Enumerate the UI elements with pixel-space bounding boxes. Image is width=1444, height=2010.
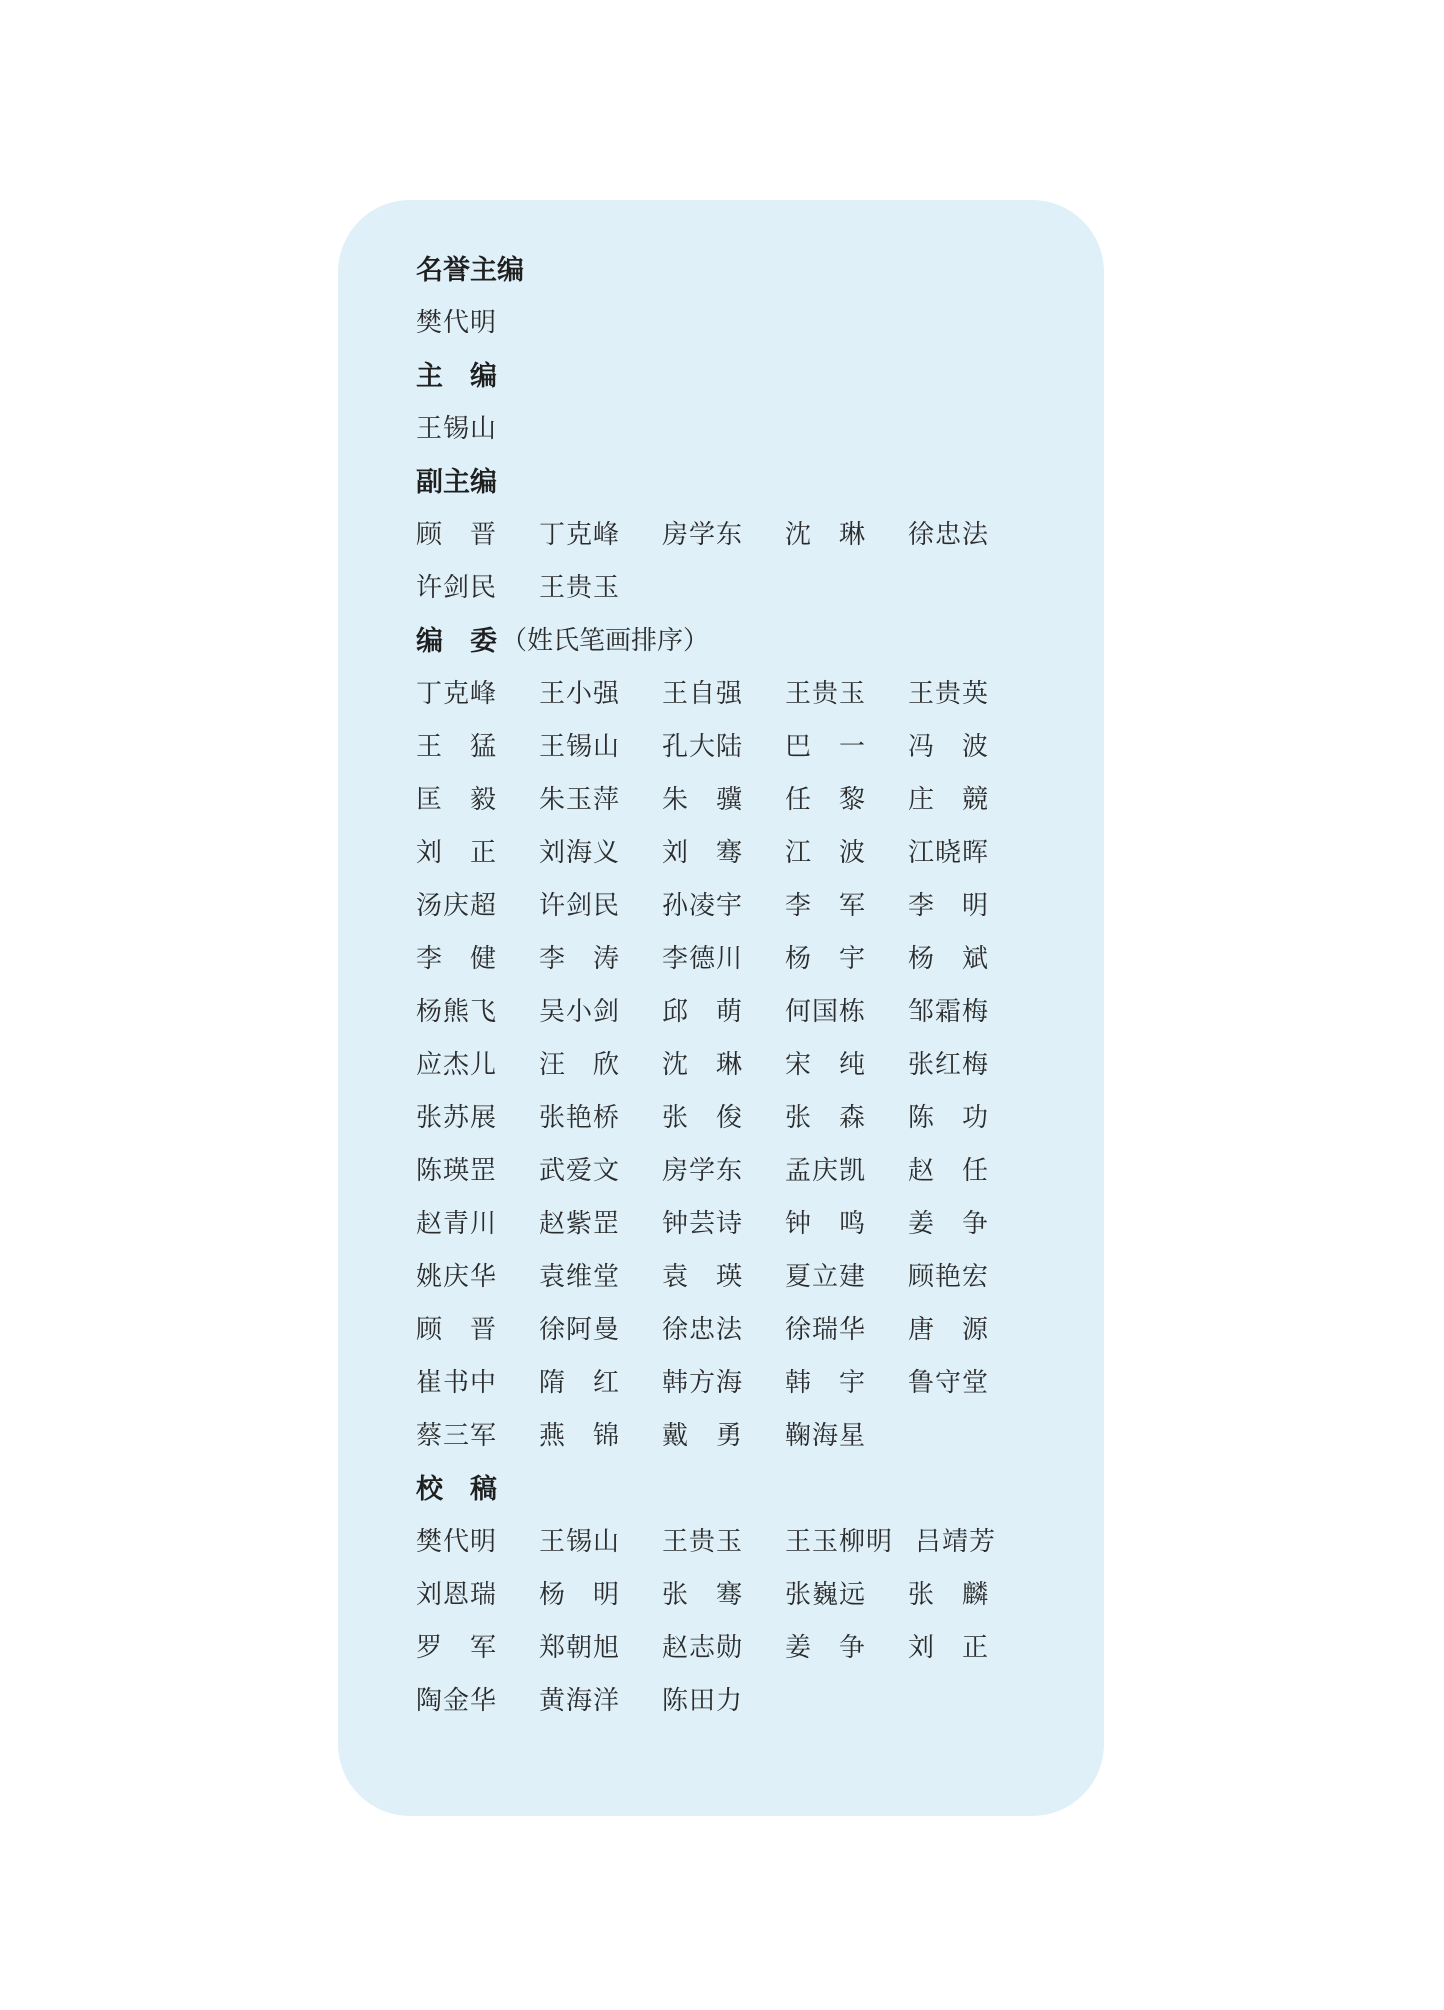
person-name: 王贵玉 xyxy=(662,1527,744,1557)
person-name: 朱玉萍 xyxy=(539,785,621,815)
person-name: 徐忠法 xyxy=(662,1315,744,1345)
person-name: 张艳桥 xyxy=(539,1103,621,1133)
person-name: 宋 纯 xyxy=(785,1050,867,1080)
name-row xyxy=(416,403,1076,456)
person-name: 张 骞 xyxy=(662,1580,744,1610)
person-name: 吕靖芳 xyxy=(915,1527,997,1557)
person-name: 陈田力 xyxy=(662,1686,744,1716)
person-name: 刘恩瑞 xyxy=(416,1580,498,1610)
person-name: 赵志勋 xyxy=(662,1633,744,1663)
person-name: 庄 競 xyxy=(908,785,990,815)
name-row xyxy=(416,1251,1076,1304)
person-name: 袁 瑛 xyxy=(662,1262,744,1292)
section-heading-label: 校 稿 xyxy=(416,1474,497,1505)
person-name: 赵 任 xyxy=(908,1156,990,1186)
name-row xyxy=(416,1569,1076,1622)
person-name: 杨 斌 xyxy=(908,944,990,974)
person-name: 孔大陆 xyxy=(662,732,744,762)
name-row xyxy=(416,668,1076,721)
person-name: 徐瑞华 xyxy=(785,1315,867,1345)
person-name: 赵紫罡 xyxy=(539,1209,621,1239)
person-name: 袁维堂 xyxy=(539,1262,621,1292)
person-name: 张 森 xyxy=(785,1103,867,1133)
person-name: 戴 勇 xyxy=(662,1421,744,1451)
name-row xyxy=(416,986,1076,1039)
name-row xyxy=(416,827,1076,880)
person-name: 许剑民 xyxy=(539,891,621,921)
section-heading-label: 编 委 xyxy=(416,626,497,657)
person-name: 韩方海 xyxy=(662,1368,744,1398)
person-name: 鞠海星 xyxy=(785,1421,867,1451)
section-heading-note: （姓氏笔画排序） xyxy=(501,626,710,656)
person-name: 张 麟 xyxy=(908,1580,990,1610)
person-name: 陶金华 xyxy=(416,1686,498,1716)
person-name: 杨 明 xyxy=(539,1580,621,1610)
person-name: 郑朝旭 xyxy=(539,1633,621,1663)
name-row xyxy=(416,1675,1076,1728)
person-name: 王锡山 xyxy=(539,732,621,762)
person-name: 姜 争 xyxy=(908,1209,990,1239)
person-name: 李 军 xyxy=(785,891,867,921)
person-name: 张苏展 xyxy=(416,1103,498,1133)
section-heading xyxy=(416,244,1076,297)
person-name: 汤庆超 xyxy=(416,891,498,921)
person-name: 杨 宇 xyxy=(785,944,867,974)
credits-list xyxy=(416,244,1076,1728)
person-name: 房学东 xyxy=(662,1156,744,1186)
person-name: 徐忠法 xyxy=(908,520,990,550)
person-name: 孟庆凯 xyxy=(785,1156,867,1186)
name-row xyxy=(416,1357,1076,1410)
person-name: 樊代明 xyxy=(416,308,498,338)
person-name: 李 明 xyxy=(908,891,990,921)
person-name: 王贵玉 xyxy=(539,573,621,603)
person-name: 许剑民 xyxy=(416,573,498,603)
section-heading-label: 名誉主编 xyxy=(416,255,524,286)
credits-card xyxy=(338,200,1104,1816)
name-row xyxy=(416,774,1076,827)
name-row xyxy=(416,1622,1076,1675)
person-name: 任 黎 xyxy=(785,785,867,815)
person-name: 顾 晋 xyxy=(416,520,498,550)
person-name: 蔡三军 xyxy=(416,1421,498,1451)
section-heading-label: 副主编 xyxy=(416,467,497,498)
person-name: 武爱文 xyxy=(539,1156,621,1186)
section-heading xyxy=(416,1463,1076,1516)
person-name: 黄海洋 xyxy=(539,1686,621,1716)
name-row xyxy=(416,933,1076,986)
name-row xyxy=(416,1198,1076,1251)
name-row xyxy=(416,1516,1076,1569)
person-name: 王玉柳明 xyxy=(785,1527,894,1557)
person-name: 王小强 xyxy=(539,679,621,709)
person-name: 杨熊飞 xyxy=(416,997,498,1027)
person-name: 王 猛 xyxy=(416,732,498,762)
person-name: 沈 琳 xyxy=(662,1050,744,1080)
name-row xyxy=(416,1092,1076,1145)
person-name: 陈 功 xyxy=(908,1103,990,1133)
person-name: 刘 正 xyxy=(416,838,498,868)
person-name: 汪 欣 xyxy=(539,1050,621,1080)
name-row xyxy=(416,509,1076,562)
person-name: 王自强 xyxy=(662,679,744,709)
person-name: 钟芸诗 xyxy=(662,1209,744,1239)
person-name: 江 波 xyxy=(785,838,867,868)
person-name: 巴 一 xyxy=(785,732,867,762)
name-row xyxy=(416,562,1076,615)
name-row xyxy=(416,1039,1076,1092)
name-row xyxy=(416,880,1076,933)
person-name: 刘 正 xyxy=(908,1633,990,1663)
person-name: 王锡山 xyxy=(539,1527,621,1557)
person-name: 何国栋 xyxy=(785,997,867,1027)
person-name: 顾艳宏 xyxy=(908,1262,990,1292)
person-name: 顾 晋 xyxy=(416,1315,498,1345)
person-name: 王贵玉 xyxy=(785,679,867,709)
person-name: 江晓晖 xyxy=(908,838,990,868)
person-name: 李 涛 xyxy=(539,944,621,974)
person-name: 夏立建 xyxy=(785,1262,867,1292)
person-name: 吴小剑 xyxy=(539,997,621,1027)
person-name: 赵青川 xyxy=(416,1209,498,1239)
section-heading xyxy=(416,615,1076,668)
person-name: 隋 红 xyxy=(539,1368,621,1398)
person-name: 樊代明 xyxy=(416,1527,498,1557)
person-name: 沈 琳 xyxy=(785,520,867,550)
person-name: 应杰儿 xyxy=(416,1050,498,1080)
person-name: 陈瑛罡 xyxy=(416,1156,498,1186)
person-name: 王贵英 xyxy=(908,679,990,709)
person-name: 崔书中 xyxy=(416,1368,498,1398)
person-name: 姚庆华 xyxy=(416,1262,498,1292)
person-name: 李德川 xyxy=(662,944,744,974)
person-name: 钟 鸣 xyxy=(785,1209,867,1239)
person-name: 邱 萌 xyxy=(662,997,744,1027)
person-name: 朱 骥 xyxy=(662,785,744,815)
person-name: 刘海义 xyxy=(539,838,621,868)
name-row xyxy=(416,297,1076,350)
person-name: 张巍远 xyxy=(785,1580,867,1610)
section-heading-label: 主 编 xyxy=(416,361,497,392)
section-heading xyxy=(416,456,1076,509)
person-name: 丁克峰 xyxy=(539,520,621,550)
person-name: 王锡山 xyxy=(416,414,498,444)
name-row xyxy=(416,721,1076,774)
person-name: 邹霜梅 xyxy=(908,997,990,1027)
person-name: 鲁守堂 xyxy=(908,1368,990,1398)
section-heading xyxy=(416,350,1076,403)
person-name: 孙凌宇 xyxy=(662,891,744,921)
person-name: 唐 源 xyxy=(908,1315,990,1345)
person-name: 罗 军 xyxy=(416,1633,498,1663)
name-row xyxy=(416,1304,1076,1357)
name-row xyxy=(416,1410,1076,1463)
person-name: 刘 骞 xyxy=(662,838,744,868)
person-name: 燕 锦 xyxy=(539,1421,621,1451)
person-name: 张红梅 xyxy=(908,1050,990,1080)
person-name: 冯 波 xyxy=(908,732,990,762)
person-name: 丁克峰 xyxy=(416,679,498,709)
person-name: 李 健 xyxy=(416,944,498,974)
person-name: 姜 争 xyxy=(785,1633,867,1663)
person-name: 徐阿曼 xyxy=(539,1315,621,1345)
person-name: 张 俊 xyxy=(662,1103,744,1133)
person-name: 匡 毅 xyxy=(416,785,498,815)
name-row xyxy=(416,1145,1076,1198)
person-name: 韩 宇 xyxy=(785,1368,867,1398)
person-name: 房学东 xyxy=(662,520,744,550)
